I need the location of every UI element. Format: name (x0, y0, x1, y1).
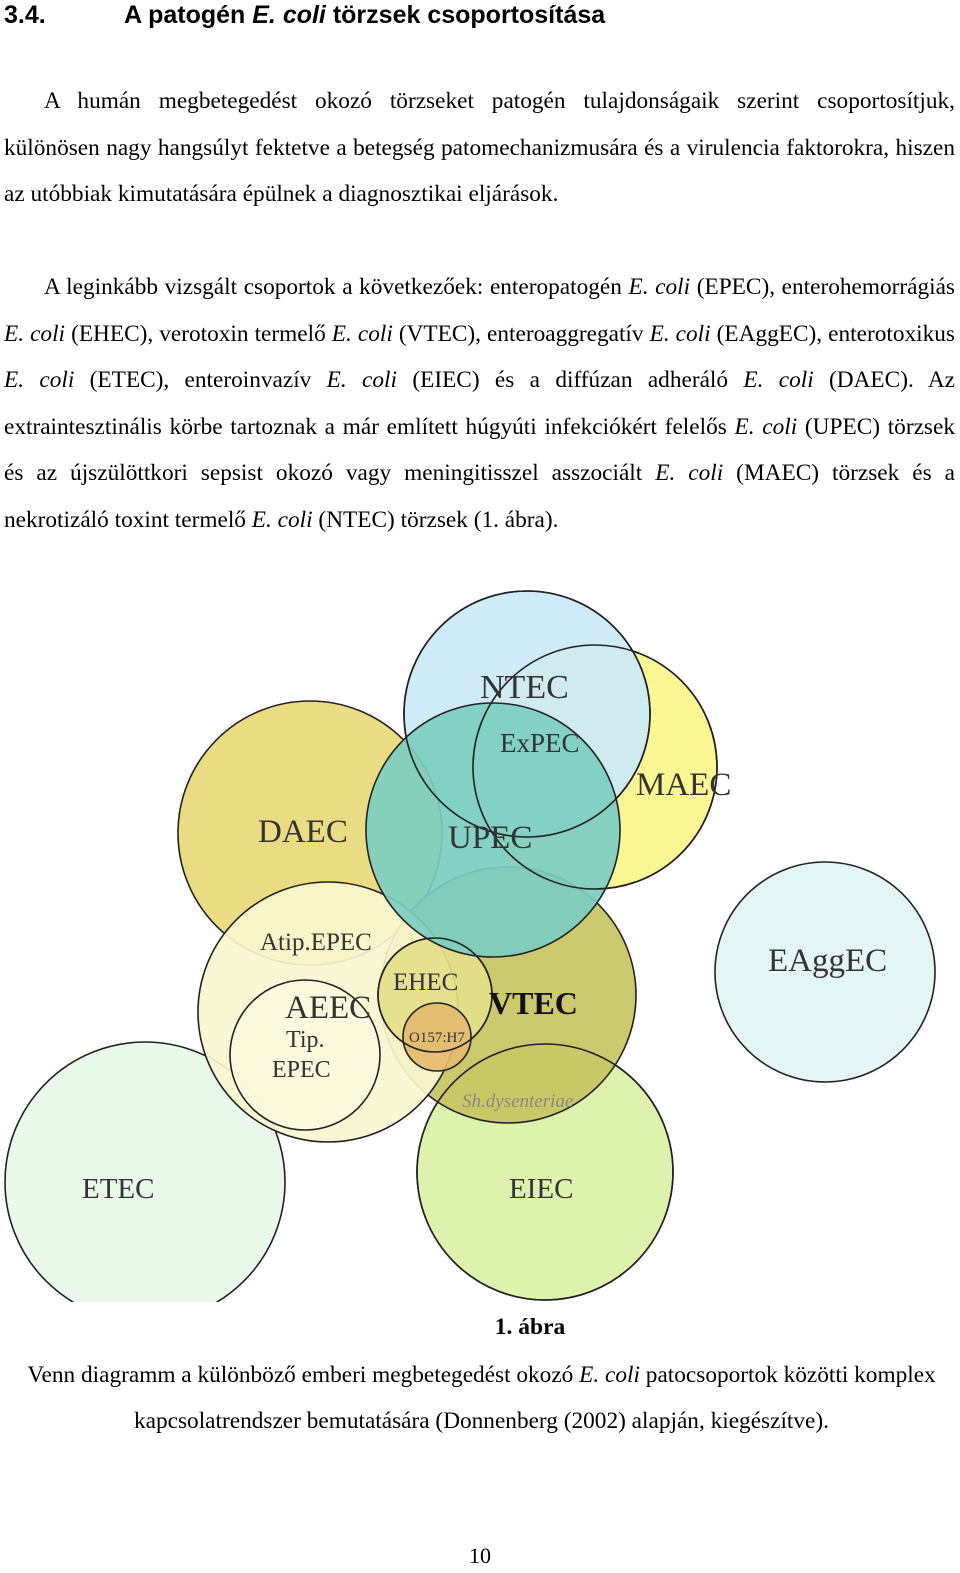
species-name: E. coli (4, 320, 66, 347)
species-name: E. coli (579, 1362, 640, 1388)
text-run: (EHEC), verotoxin termelő (65, 320, 332, 347)
text-run: A leginkább vizsgált csoportok a következőek: enteropatogén (44, 274, 629, 300)
species-name: E. coli (331, 320, 393, 347)
species-name: E. coli (251, 506, 313, 533)
label-shigella: Sh.dysenteriae (462, 1091, 574, 1112)
label-etec: ETEC (82, 1173, 155, 1205)
paragraph-intro: A humán megbetegedést okozó törzseket patogén tulajdonságaik szerint csoportosítjuk, különösen nagy hangsúlyt fektetve a betegség patomechanizmusára és a virulencia faktorokra, hiszen az utóbbiak kimutatására épülnek a diagnosztikai eljárások. (4, 88, 955, 207)
label-atip-epec: Atip.EPEC (260, 929, 372, 956)
figure-label (0, 1311, 960, 1343)
text-run: (EAggEC), enterotoxikus (710, 320, 955, 347)
label-vtec: VTEC (489, 985, 578, 1021)
label-daec: DAEC (258, 814, 348, 850)
label-tip: Tip. (286, 1027, 325, 1053)
species-name: E. coli (655, 460, 724, 486)
section-title (124, 0, 605, 30)
section-number: 3.4. (4, 1, 46, 29)
paragraph-groups (4, 264, 955, 543)
label-upec: UPEC (448, 820, 533, 856)
label-o157: O157:H7 (409, 1030, 465, 1046)
species-name: E. coli (4, 367, 75, 393)
text-run: Venn diagramm a különböző emberi megbetegedést okozó (27, 1362, 580, 1388)
text-run: (NTEC) törzsek (1. ábra). (312, 506, 559, 533)
text-run: (UPEC) törzsek és az újszülöttkori sepsist okozó vagy meningitisszel asszociált (4, 413, 955, 486)
section-title-suffix: törzsek csoportosítása (325, 1, 606, 29)
label-ntec: NTEC (480, 669, 569, 706)
text-run: (VTEC), enteroaggregatív (392, 320, 650, 347)
text-run: (EPEC), enterohemorrágiás (690, 274, 955, 300)
species-name: E. coli (743, 367, 814, 393)
species-name: E. coli (649, 320, 711, 347)
text-run: (ETEC), enteroinvazív (74, 367, 327, 393)
species-name: E. coli (326, 367, 397, 393)
label-maec: MAEC (636, 767, 732, 803)
label-aeec: AEEC (285, 990, 372, 1026)
figure-caption (4, 1352, 959, 1444)
label-ehec: EHEC (393, 969, 459, 996)
text-run: patocsoportok közötti komplex kapcsolatrendszer bemutatására (Donnenberg (2002) alapján, kiegészítve). (134, 1362, 936, 1434)
species-name: E. coli (628, 274, 691, 300)
text-run: (MAEC) törzsek és a nekrotizáló toxint termelő (4, 460, 955, 533)
species-name: E. coli (734, 413, 798, 440)
section-title-species: E. coli (252, 1, 326, 29)
label-eiec: EIEC (509, 1173, 574, 1205)
section-heading (0, 0, 960, 32)
text-run: (EIEC) és a diffúzan adheráló (397, 367, 744, 393)
section-title-prefix: A patogén (124, 1, 253, 29)
figure-label-text: 1. ábra (494, 1314, 566, 1340)
page-number: 10 (469, 1543, 491, 1568)
label-epec: EPEC (272, 1057, 331, 1083)
venn-diagram (0, 590, 960, 1302)
text-run: (DAEC). Az extraintesztinális körbe tartoznak a már említett húgyúti infekciókért felelős (4, 367, 955, 440)
label-expec: ExPEC (500, 728, 580, 758)
label-eaggec: EAggEC (768, 943, 888, 979)
